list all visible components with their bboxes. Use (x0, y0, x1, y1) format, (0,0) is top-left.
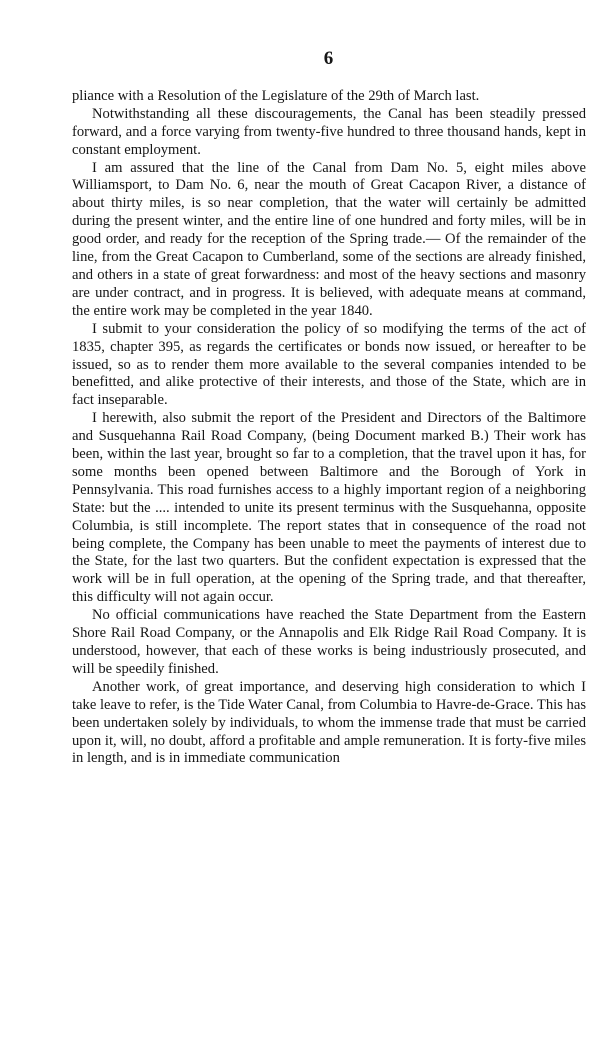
document-page (72, 50, 586, 768)
paragraph-tide-water-canal: Another work, of great importance, and deserving high consideration to which I take leave to refer, is the Tide Water Canal, from Columbia to Havre-de-Grace. This has been undertaken solely by individuals, to whom the immense trade that must be carried upon it, will, no doubt, afford a profitable and ample remuneration. It is forty-five miles in length, and is in immediate communication (72, 678, 586, 767)
paragraph-canal-progress: Notwithstanding all these discouragements, the Canal has been steadily pressed forward, and a force varying from twenty-five hundred to three thousand hands, kept in constant employment. (72, 105, 586, 158)
paragraph-act-1835: I submit to your consideration the policy of so modifying the terms of the act of 1835, chapter 395, as regards the certificates or bonds now issued, or hereafter to be issued, so as to render them more available to the several companies intended to be benefitted, and alike protective of their interests, and those of the State, which are in fact inseparable. (72, 320, 586, 409)
paragraph-eastern-shore: No official communications have reached the State Department from the Eastern Shore Rail Road Company, or the Annapolis and Elk Ridge Rail Road Company. It is understood, however, that each of these works is being industriously prosecuted, and will be speedily finished. (72, 607, 586, 677)
page-number: 6 (323, 48, 335, 69)
paragraph-susquehanna-rail-road: I herewith, also submit the report of the President and Directors of the Baltimore and Susquehanna Rail Road Company, (being Document marked B.) Their work has been, within the last year, brought so far to a completion, that the travel upon it has, for some months been opened between Baltimore and the Borough of York in Pennsylvania. This road furnishes access to a highly important region of a neighboring State: but the .... intended to unite its present terminus with the Susquehanna, opposite Columbia, is still incomplete. The report states that in consequence of the road not being complete, the Company has been unable to meet the payments of interest due to the State, for the last two quarters. But the confident expectation is expressed that the work will be in full operation, at the opening of the Spring trade, and that thereafter, this difficulty will not again occur. (72, 410, 586, 606)
paragraph-continuation: pliance with a Resolution of the Legislature of the 29th of March last. (72, 87, 480, 104)
paragraph-canal-line: I am assured that the line of the Canal from Dam No. 5, eight miles above Williamsport, to Dam No. 6, near the mouth of Great Cacapon River, a distance of about thirty miles, is so near completion, that the water will certainly be admitted during the present winter, and the entire line of one hundred and forty miles, will be in good order, and ready for the reception of the Spring trade.— Of the remainder of the line, from the Great Cacapon to Cumberland, some of the sections are already finished, and others in a state of great forwardness: and most of the heavy sections and masonry are under contract, and in progress. It is believed, with adequate means at command, the entire work may be completed in the year 1840. (72, 159, 586, 319)
